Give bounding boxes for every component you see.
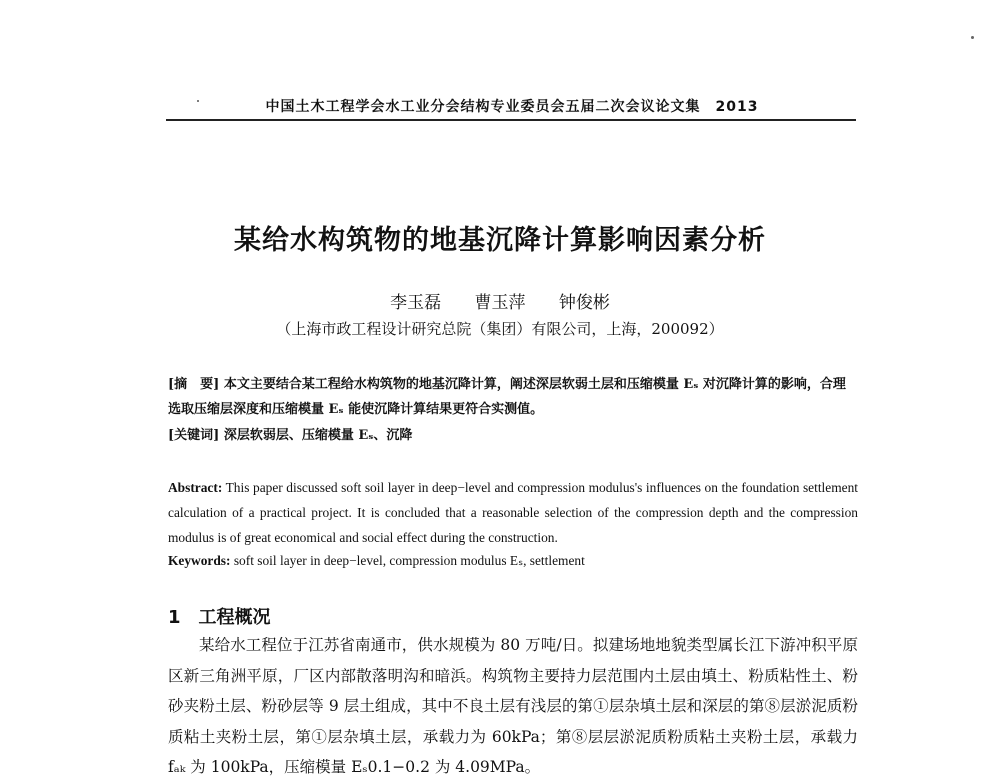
section-heading: 1 工程概况 [168, 607, 271, 628]
keywords-chinese [168, 424, 858, 443]
header-rule [166, 119, 856, 121]
keywords-english [168, 553, 858, 569]
abstract-label-en: Abstract: [168, 480, 223, 495]
paper-title: 某给水构筑物的地基沉降计算影响因素分析 [234, 225, 766, 256]
abstract-chinese [168, 372, 858, 422]
keywords-label: [关键词] [168, 428, 220, 443]
keywords-text: 深层软弱层、压缩模量 Eₛ、沉降 [223, 428, 413, 443]
author-name: 李玉磊 [390, 293, 442, 313]
section-body [168, 630, 858, 783]
abstract-text: 本文主要结合某工程给水构筑物的地基沉降计算，阐述深层软弱土层和压缩模量 Eₛ 对沉降计算的影响，合理选取压缩层深度和压缩模量 Eₛ 能使沉降计算结果更符合实测值。 [168, 377, 846, 417]
author-name: 钟俊彬 [558, 293, 610, 313]
abstract-text-en: This paper discussed soft soil layer in deep−level and compression modulus's influences on the foundation settlement calculation of a practical project. It is concluded that a reasonable selection of the compression depth and the compression modulus is of great economical and social effect during the construction. [168, 480, 858, 545]
keywords-text-en: soft soil layer in deep−level, compression modulus Eₛ, settlement [233, 553, 585, 568]
scan-speck [971, 36, 974, 39]
abstract-english [168, 475, 858, 550]
body-paragraph: 某给水工程位于江苏省南通市，供水规模为 80 万吨/日。拟建场地地貌类型属长江下游冲积平原区新三角洲平原，厂区内部散落明沟和暗浜。构筑物主要持力层范围内土层由填土、粉质粘性土、粉砂夹粉土层、粉砂层等 9 层土组成，其中不良土层有浅层的第①层杂填土层和深层的第⑧层淤泥质粉质粘土夹粉土层，第①层杂填土层，承载力为 60kPa；第⑧层层淤泥质粉质粘土夹粉土层，承载力 fₐₖ 为 100kPa，压缩模量 Eₛ0.1−0.2 为 4.09MPa。 [168, 636, 858, 776]
abstract-label: [摘 要] [168, 377, 220, 392]
affiliation: （上海市政工程设计研究总院（集团）有限公司，上海，200092） [276, 320, 724, 338]
author-list [0, 288, 1000, 313]
running-header: 中国土木工程学会水工业分会结构专业委员会五届二次会议论文集 2013 [265, 99, 759, 115]
author-name: 曹玉萍 [474, 293, 526, 313]
keywords-label-en: Keywords: [168, 553, 231, 568]
